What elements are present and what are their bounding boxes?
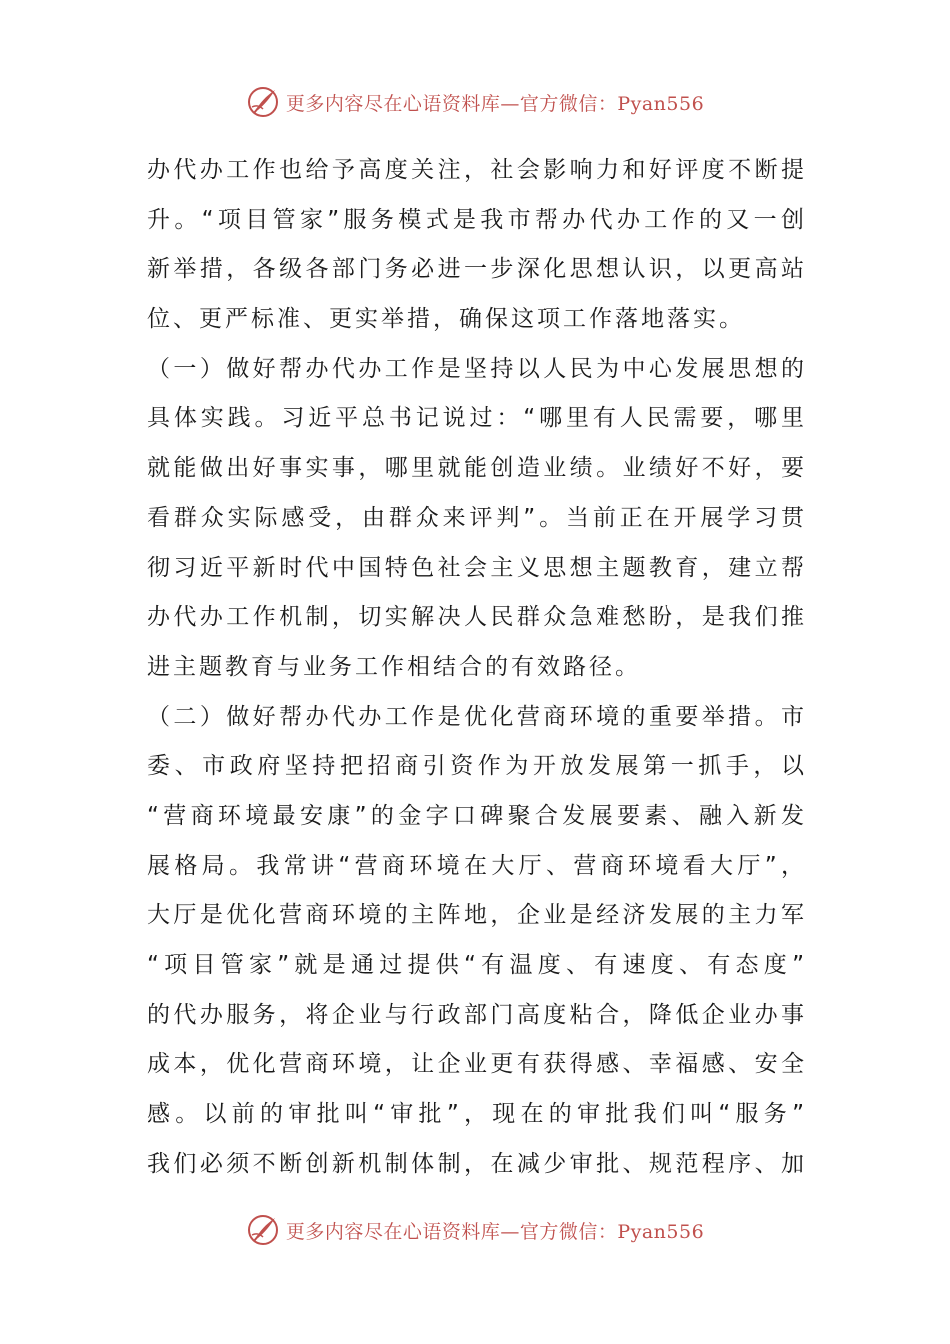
text-line: 大厅是优化营商环境的主阵地，企业是经济发展的主力军	[147, 902, 807, 929]
quill-pen-logo-icon	[246, 85, 280, 119]
watermark-text: 更多内容尽在心语资料库—官方微信：Pyan556	[285, 92, 705, 115]
text-line: 感。以前的审批叫“审批”，现在的审批我们叫“服务”	[147, 1101, 807, 1128]
text-line: （一）做好帮办代办工作是坚持以人民为中心发展思想的	[147, 355, 807, 382]
document-body	[147, 146, 807, 1189]
paragraph-2	[147, 345, 807, 693]
header-watermark-banner	[0, 82, 950, 122]
text-line: 办代办工作机制，切实解决人民群众急难愁盼，是我们推	[147, 604, 807, 631]
text-line: 升。“项目管家”服务模式是我市帮办代办工作的又一创	[147, 206, 807, 233]
text-line: 委、市政府坚持把招商引资作为开放发展第一抓手，以	[147, 753, 807, 780]
text-line: 成本，优化营商环境，让企业更有获得感、幸福感、安全	[147, 1051, 807, 1078]
text-line: 我们必须不断创新机制体制，在减少审批、规范程序、加	[147, 1150, 807, 1177]
text-line: 具体实践。习近平总书记说过：“哪里有人民需要，哪里	[147, 405, 807, 432]
text-line: 办代办工作也给予高度关注，社会影响力和好评度不断提	[147, 157, 807, 183]
text-line: 彻习近平新时代中国特色社会主义思想主题教育，建立帮	[147, 554, 807, 581]
text-line: “营商环境最安康”的金字口碑聚合发展要素、融入新发	[147, 802, 807, 829]
paragraph-1	[147, 146, 807, 345]
text-line: 的代办服务，将企业与行政部门高度粘合，降低企业办事	[147, 1001, 807, 1028]
watermark-text: 更多内容尽在心语资料库—官方微信：Pyan556	[285, 1220, 705, 1243]
paragraph-3	[147, 693, 807, 1190]
footer-watermark-banner	[0, 1210, 950, 1250]
text-line: （二）做好帮办代办工作是优化营商环境的重要举措。市	[147, 703, 807, 730]
quill-pen-logo-icon	[246, 1213, 280, 1247]
text-line: 看群众实际感受，由群众来评判”。当前正在开展学习贯	[147, 504, 807, 531]
text-line: 展格局。我常讲“营商环境在大厅、营商环境看大厅”，	[147, 852, 807, 879]
text-line: “项目管家”就是通过提供“有温度、有速度、有态度”	[147, 952, 807, 978]
text-line: 进主题教育与业务工作相结合的有效路径。	[147, 653, 641, 680]
text-line: 就能做出好事实事，哪里就能创造业绩。业绩好不好，要	[147, 455, 807, 482]
text-line: 新举措，各级各部门务必进一步深化思想认识，以更高站	[147, 256, 807, 283]
text-line: 位、更严标准、更实举措，确保这项工作落地落实。	[147, 306, 745, 333]
